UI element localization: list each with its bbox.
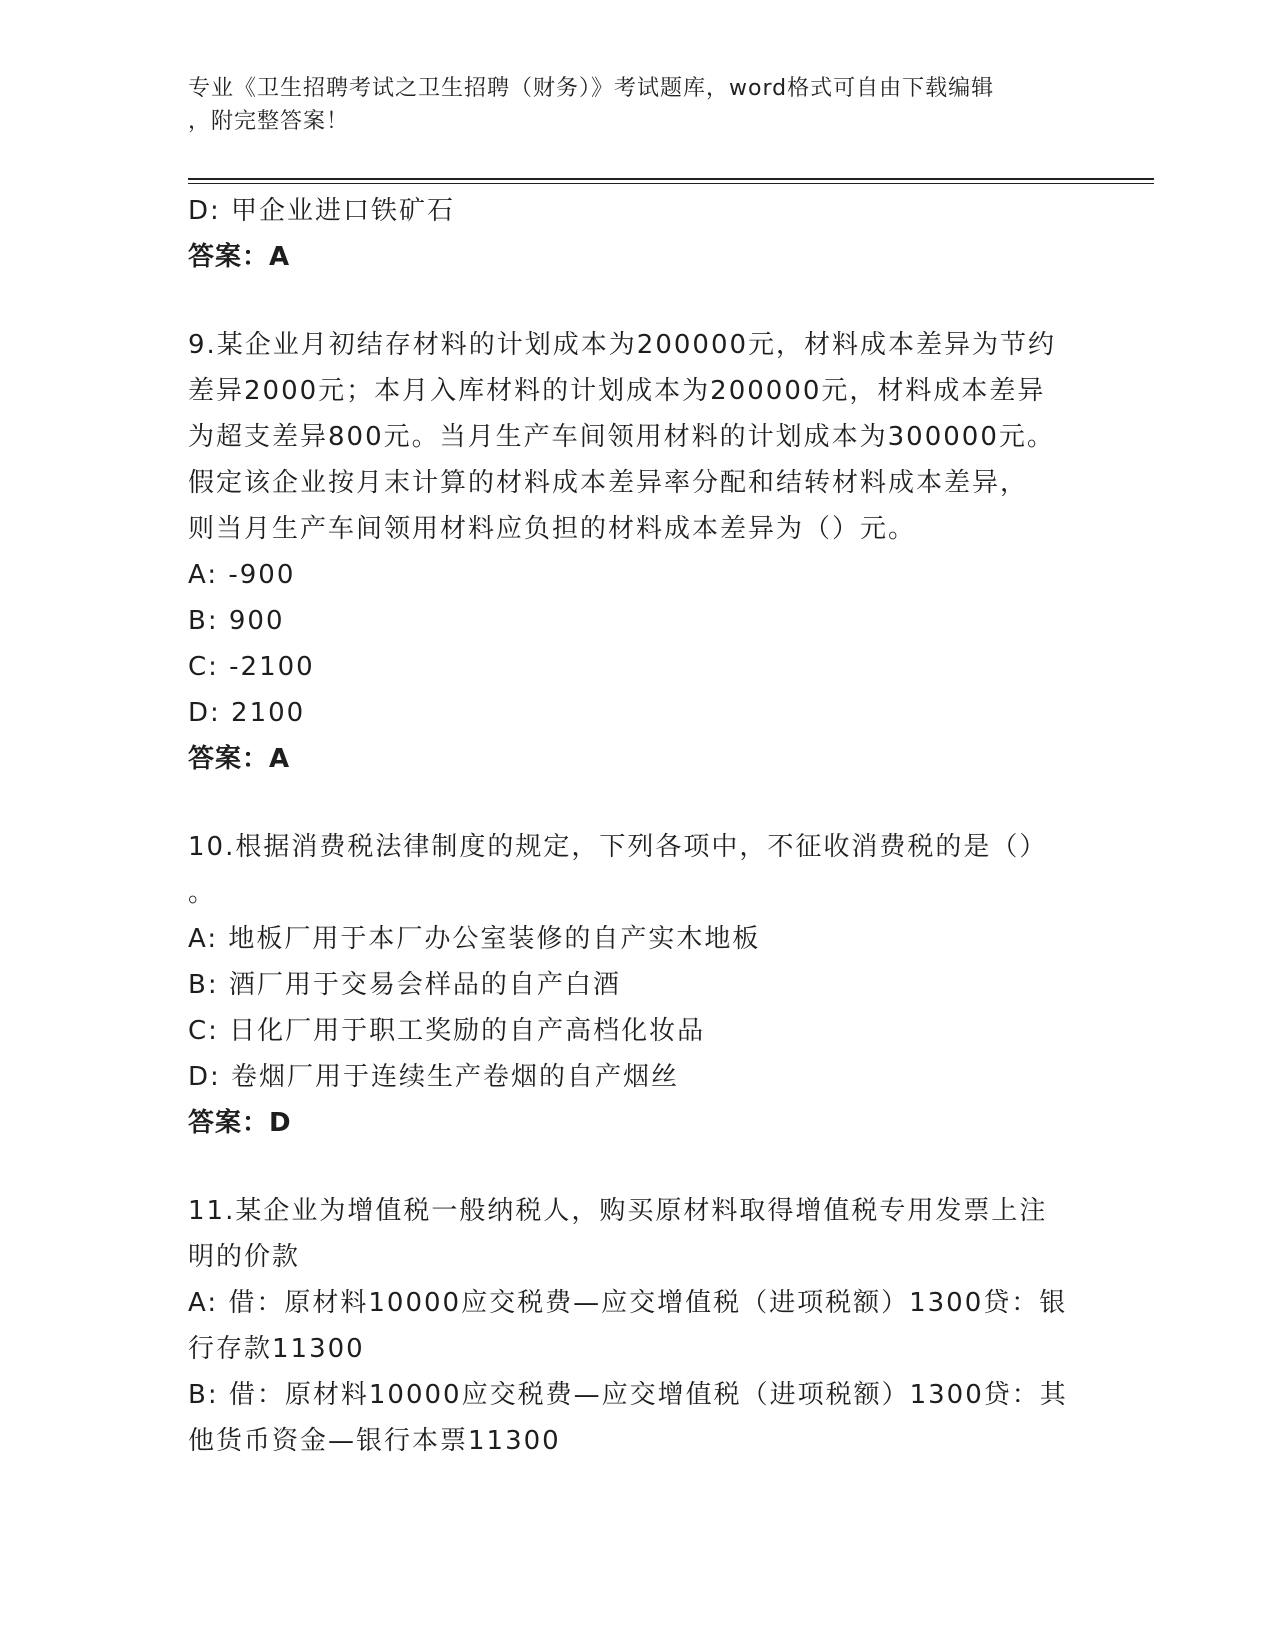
spacer <box>188 1146 1088 1188</box>
q9-answer: 答案：A <box>188 744 291 774</box>
q9-stem-line-1: 9.某企业月初结存材料的计划成本为200000元，材料成本差异为节约 <box>188 330 1057 360</box>
question-10 <box>188 824 1088 1146</box>
q10-option-d: D: 卷烟厂用于连续生产卷烟的自产烟丝 <box>188 1062 680 1092</box>
q9-option-d: D: 2100 <box>188 698 306 728</box>
q11-stem-line-2: 明的价款 <box>188 1242 301 1272</box>
spacer <box>188 280 1088 322</box>
q10-option-b: B: 酒厂用于交易会样品的自产白酒 <box>188 970 621 1000</box>
header-line-1: 专业《卫生招聘考试之卫生招聘（财务）》考试题库，word格式可自由下载编辑 <box>188 76 995 101</box>
q9-stem-line-3: 为超支差异800元。当月生产车间领用材料的计划成本为300000元。 <box>188 422 1055 452</box>
question-11 <box>188 1188 1088 1464</box>
prev-question <box>188 188 1088 280</box>
q11-option-b-line-2: 他货币资金—银行本票11300 <box>188 1426 561 1456</box>
prev-answer: 答案：A <box>188 242 291 272</box>
q11-option-a-line-2: 行存款11300 <box>188 1334 365 1364</box>
q9-option-a: A: -900 <box>188 560 296 590</box>
q10-option-a: A: 地板厂用于本厂办公室装修的自产实木地板 <box>188 924 761 954</box>
question-9 <box>188 322 1088 782</box>
q10-answer: 答案：D <box>188 1108 292 1138</box>
header-divider-thin <box>188 183 1154 184</box>
q9-stem-line-5: 则当月生产车间领用材料应负担的材料成本差异为（）元。 <box>188 514 917 544</box>
header-line-2: ，附完整答案！ <box>188 109 350 134</box>
q9-option-b: B: 900 <box>188 606 285 636</box>
header-divider-thick <box>188 178 1154 180</box>
q11-stem-line-1: 11.某企业为增值税一般纳税人，购买原材料取得增值税专用发票上注 <box>188 1196 1048 1226</box>
document-body <box>188 188 1088 1464</box>
q10-stem-line-1: 10.根据消费税法律制度的规定，下列各项中，不征收消费税的是（） <box>188 832 1048 862</box>
q10-option-c: C: 日化厂用于职工奖励的自产高档化妆品 <box>188 1016 706 1046</box>
prev-option-d: D: 甲企业进口铁矿石 <box>188 196 456 226</box>
q11-option-a-line-1: A: 借：原材料10000应交税费—应交增值税（进项税额）1300贷：银 <box>188 1288 1068 1318</box>
document-header <box>188 72 1088 138</box>
q11-option-b-line-1: B: 借：原材料10000应交税费—应交增值税（进项税额）1300贷：其 <box>188 1380 1068 1410</box>
spacer <box>188 782 1088 824</box>
q10-stem-line-2: 。 <box>188 878 217 908</box>
q9-stem-line-2: 差异2000元；本月入库材料的计划成本为200000元，材料成本差异 <box>188 376 1046 406</box>
q9-option-c: C: -2100 <box>188 652 315 682</box>
q9-stem-line-4: 假定该企业按月末计算的材料成本差异率分配和结转材料成本差异， <box>188 468 1029 498</box>
